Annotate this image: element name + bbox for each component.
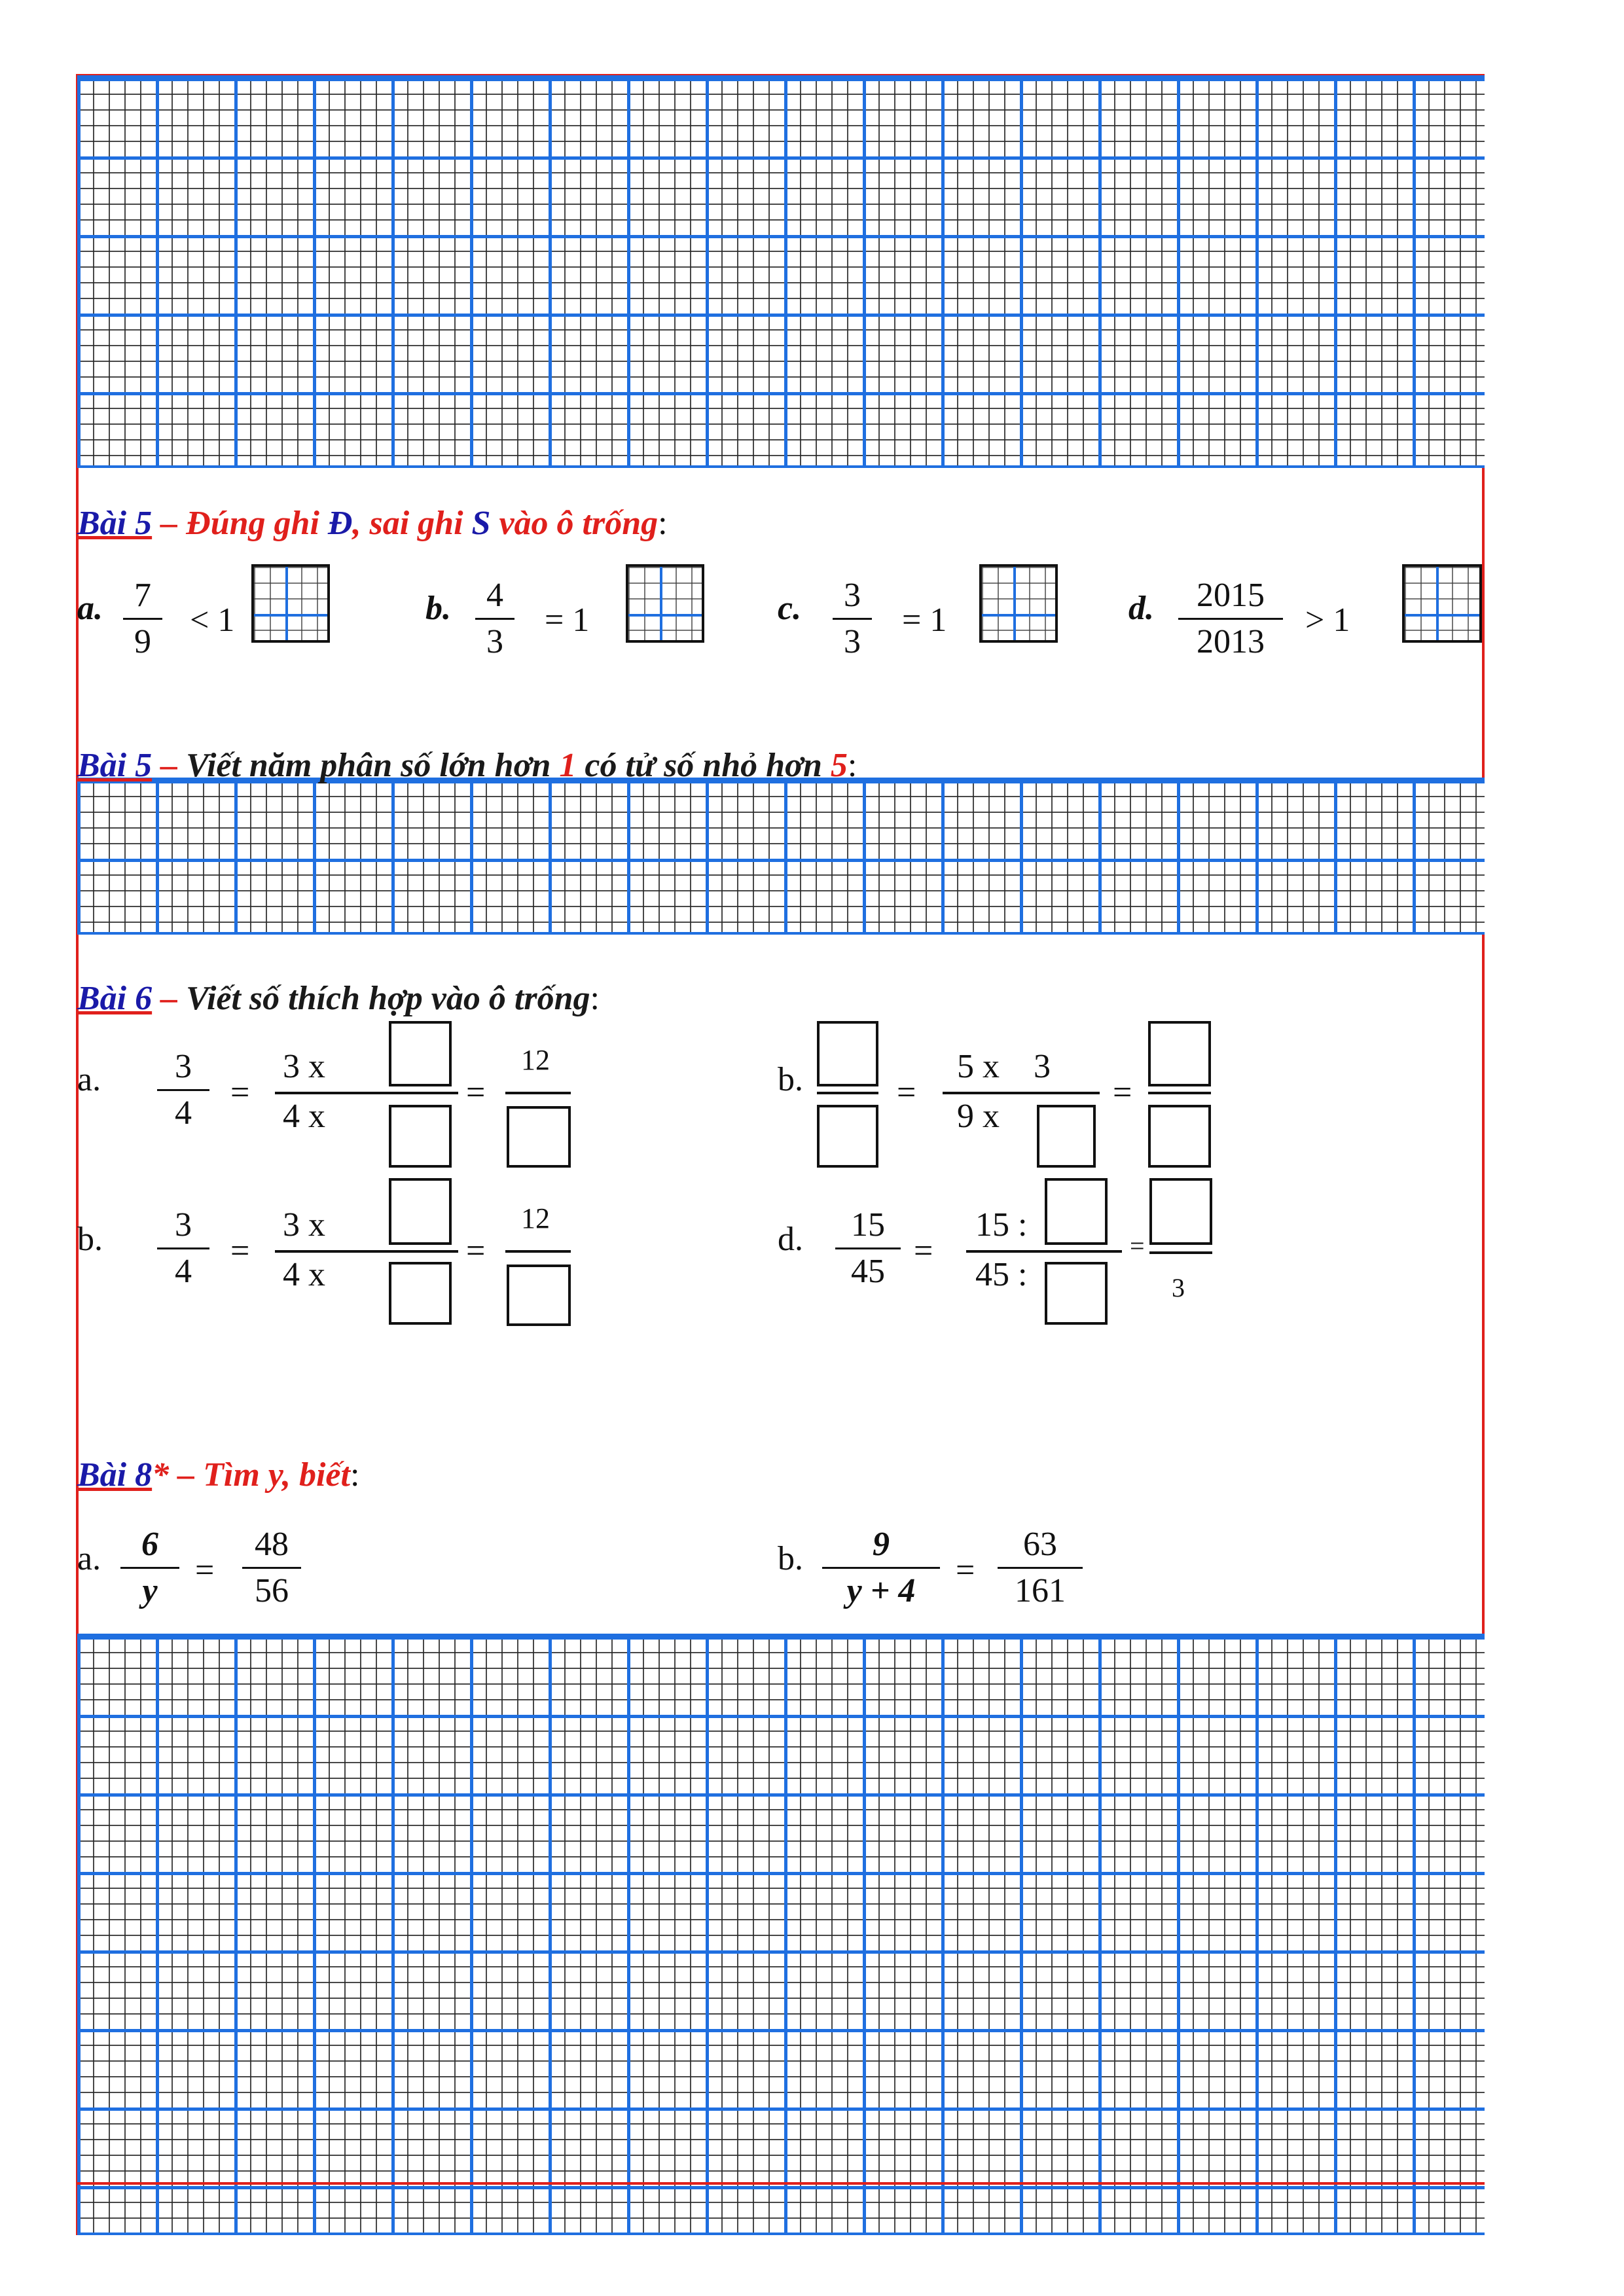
item-b-letter: b. bbox=[425, 590, 451, 627]
bai6-a-fraction: 3 4 bbox=[157, 1047, 209, 1133]
bai6-b1-eq2: = bbox=[1113, 1074, 1132, 1111]
bai8-b-fraction: 9 y + 4 bbox=[822, 1525, 940, 1611]
bai6-b1-box-num[interactable] bbox=[817, 1021, 878, 1086]
bai6-d-res-den: 3 bbox=[1172, 1273, 1185, 1302]
bai6-a-mid-den: 4 x bbox=[283, 1098, 325, 1135]
bai8-b-eq: = bbox=[956, 1552, 975, 1589]
fraction-a: 7 9 bbox=[123, 576, 162, 662]
fraction-d: 2015 2013 bbox=[1178, 576, 1283, 662]
bai6-d-eq1: = bbox=[914, 1232, 933, 1270]
bai6-b2-box-res[interactable] bbox=[507, 1265, 571, 1326]
bai6-b1-mid-den: 9 x bbox=[957, 1098, 1000, 1135]
bai6-b1-box-res-den[interactable] bbox=[1148, 1105, 1211, 1168]
bai6-a-eq1: = bbox=[230, 1074, 250, 1111]
bai6-b2-res-bar bbox=[505, 1250, 571, 1253]
bai6-b2-eq2: = bbox=[466, 1232, 486, 1270]
bai6-b2-mid-num: 3 x bbox=[283, 1206, 325, 1244]
answer-box-a[interactable] bbox=[251, 564, 330, 643]
bai6-b2-fraction: 3 4 bbox=[157, 1206, 209, 1291]
bai6-a-mid-bar bbox=[275, 1092, 458, 1094]
item-a-letter: a. bbox=[77, 590, 103, 627]
exercise-5-title: Bài 5 – Đúng ghi Đ, sai ghi S vào ô trống: bbox=[77, 505, 668, 542]
answer-box-c[interactable] bbox=[979, 564, 1058, 643]
relation-c: = 1 bbox=[902, 601, 947, 639]
bai6-a-box-num[interactable] bbox=[389, 1021, 452, 1086]
bai6-d-box-num[interactable] bbox=[1045, 1178, 1108, 1245]
bai6-d-box-den[interactable] bbox=[1045, 1262, 1108, 1325]
bai6-b2-res-num: 12 bbox=[521, 1202, 550, 1234]
bai6-b1-mid-num: 5 x 3 bbox=[957, 1048, 1051, 1085]
bai6-b1-eq1: = bbox=[897, 1074, 916, 1111]
bai8-a-fraction: 6 y bbox=[120, 1525, 179, 1611]
bottom-red-line bbox=[76, 2182, 1485, 2185]
bai6-a-box-res[interactable] bbox=[507, 1106, 571, 1168]
writing-grid-top bbox=[77, 75, 1485, 468]
bai6-b1-box-res-num[interactable] bbox=[1148, 1021, 1211, 1086]
bai6-d-mid-bar bbox=[966, 1250, 1122, 1253]
bai6-d-box-res-num[interactable] bbox=[1149, 1178, 1212, 1245]
bai6-b2-mid-bar bbox=[275, 1250, 458, 1253]
bai6-b2-letter: b. bbox=[77, 1221, 103, 1258]
bai6-b1-box-mid[interactable] bbox=[1037, 1105, 1096, 1168]
bai6-b1-box-den[interactable] bbox=[817, 1105, 878, 1168]
item-c-letter: c. bbox=[778, 590, 802, 627]
bai6-d-mid-den: 45 : bbox=[975, 1256, 1028, 1293]
writing-grid-bai5 bbox=[77, 778, 1485, 935]
bai6-d-fraction: 15 45 bbox=[835, 1206, 901, 1291]
item-d-letter: d. bbox=[1128, 590, 1154, 627]
exercise-5b-title: Bài 5 – Viết năm phân số lớn hơn 1 có tử số nhỏ hơn 5: bbox=[77, 747, 857, 784]
bai6-b2-eq1: = bbox=[230, 1232, 250, 1270]
fraction-b: 4 3 bbox=[475, 576, 514, 662]
fraction-c: 3 3 bbox=[833, 576, 872, 662]
bai6-a-letter: a. bbox=[77, 1061, 101, 1098]
bai8-a-result: 48 56 bbox=[242, 1525, 301, 1611]
exercise-8-title: Bài 8* – Tìm y, biết: bbox=[77, 1456, 360, 1494]
bai6-d-letter: d. bbox=[778, 1221, 803, 1258]
bai6-a-box-den[interactable] bbox=[389, 1105, 452, 1168]
bai6-a-eq2: = bbox=[466, 1074, 486, 1111]
writing-grid-bottom bbox=[77, 1634, 1485, 2235]
exercise-6-title: Bài 6 – Viết số thích hợp vào ô trống: bbox=[77, 980, 600, 1017]
bai8-b-letter: b. bbox=[778, 1540, 803, 1577]
bai6-d-res-bar bbox=[1149, 1251, 1212, 1254]
bai6-b1-res-bar bbox=[1148, 1092, 1211, 1094]
bai6-d-eq2: = bbox=[1130, 1231, 1145, 1261]
bai6-a-res-bar bbox=[505, 1092, 571, 1094]
bai6-b1-mid-bar bbox=[943, 1092, 1100, 1094]
bai6-b2-box-den[interactable] bbox=[389, 1262, 452, 1325]
bai6-b2-mid-den: 4 x bbox=[283, 1256, 325, 1293]
bai6-b1-letter: b. bbox=[778, 1061, 803, 1098]
relation-d: > 1 bbox=[1305, 601, 1350, 639]
bai6-b1-bar bbox=[817, 1092, 878, 1094]
bai6-d-mid-num: 15 : bbox=[975, 1206, 1028, 1244]
relation-a: < 1 bbox=[190, 601, 235, 639]
bai6-b2-box-num[interactable] bbox=[389, 1178, 452, 1245]
answer-box-b[interactable] bbox=[626, 564, 704, 643]
bai8-b-result: 63 161 bbox=[998, 1525, 1083, 1611]
answer-box-d[interactable] bbox=[1402, 564, 1482, 643]
relation-b: = 1 bbox=[545, 601, 590, 639]
bai8-a-eq: = bbox=[195, 1552, 215, 1589]
bai8-a-letter: a. bbox=[77, 1540, 101, 1577]
bai6-a-mid-num: 3 x bbox=[283, 1048, 325, 1085]
bai6-a-res-num: 12 bbox=[521, 1044, 550, 1076]
